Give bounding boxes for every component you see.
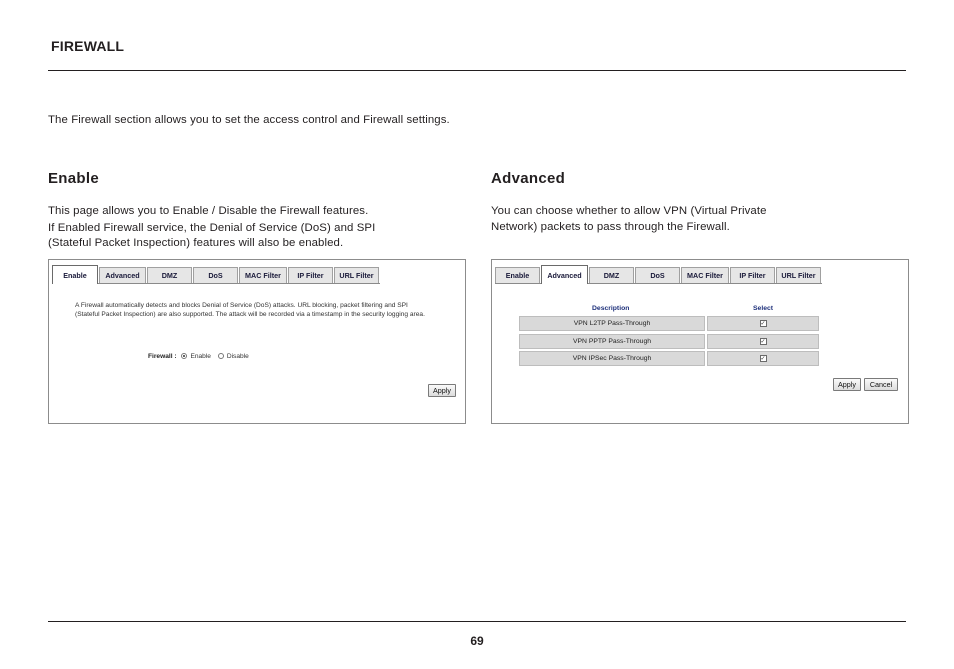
tab-dmz[interactable]: DMZ — [589, 267, 634, 283]
column-header-select: Select — [753, 305, 774, 312]
radio-disable-label: Disable — [226, 353, 249, 360]
advanced-description — [491, 204, 767, 235]
vpn-pptp-checkbox[interactable]: ✓ — [760, 339, 766, 345]
enable-description — [48, 204, 375, 252]
apply-button[interactable]: Apply — [428, 384, 456, 397]
vpn-ipsec-checkbox[interactable]: ✓ — [760, 356, 766, 362]
enable-para-2a: If Enabled Firewall service, the Denial of Service (DoS) and SPI — [48, 221, 376, 234]
vpn-pptp-select-cell — [707, 334, 819, 349]
tab-enable[interactable]: Enable — [52, 265, 98, 284]
firewall-description — [75, 301, 465, 319]
tab-advanced[interactable]: Advanced — [541, 265, 588, 284]
page-number: 69 — [470, 634, 484, 648]
advanced-para-line-1: You can choose whether to allow VPN (Virtual Private — [491, 205, 767, 217]
firewall-desc-line-2: (Stateful Packet Inspection) are also supported. The attack will be recorded via a timestamp in the security logging area. — [75, 311, 425, 318]
tab-url-filter[interactable]: URL Filter — [334, 267, 379, 283]
tab-dmz[interactable]: DMZ — [147, 267, 192, 283]
vpn-ipsec-select-cell — [707, 351, 819, 366]
tab-mac-filter[interactable]: MAC Filter — [239, 267, 287, 283]
advanced-screenshot — [491, 259, 909, 424]
firewall-label: Firewall : — [148, 353, 177, 360]
radio-disable[interactable] — [218, 353, 249, 360]
enable-heading: Enable — [48, 170, 99, 187]
tab-dos[interactable]: DoS — [193, 267, 238, 283]
firewall-toggle-row — [148, 352, 249, 361]
vpn-ipsec-label: VPN IPSec Pass-Through — [519, 351, 705, 366]
vpn-pptp-label: VPN PPTP Pass-Through — [519, 334, 705, 349]
footer-divider — [48, 621, 906, 622]
vpn-l2tp-select-cell — [707, 316, 819, 331]
tab-ip-filter[interactable]: IP Filter — [730, 267, 775, 283]
advanced-tabbar — [495, 263, 822, 284]
tab-mac-filter[interactable]: MAC Filter — [681, 267, 729, 283]
intro-text: The Firewall section allows you to set the access control and Firewall settings. — [48, 114, 450, 126]
cancel-button[interactable]: Cancel — [864, 378, 898, 391]
column-header-description: Description — [592, 305, 630, 312]
tab-url-filter[interactable]: URL Filter — [776, 267, 821, 283]
firewall-desc-line-1: A Firewall automatically detects and blocks Denial of Service (DoS) attacks. URL blocking, packet filtering and SPI — [75, 302, 408, 309]
vpn-l2tp-label: VPN L2TP Pass-Through — [519, 316, 705, 331]
page-section-title: FIREWALL — [51, 38, 125, 54]
tab-dos[interactable]: DoS — [635, 267, 680, 283]
advanced-para-line-2: Network) packets to pass through the Firewall. — [491, 220, 730, 233]
header-divider — [48, 70, 906, 71]
tab-enable[interactable]: Enable — [495, 267, 540, 283]
tab-advanced[interactable]: Advanced — [99, 267, 146, 283]
enable-tabbar — [52, 263, 380, 284]
enable-para-1: This page allows you to Enable / Disable the Firewall features. — [48, 205, 369, 217]
enable-para-2b: (Stateful Packet Inspection) features will also be enabled. — [48, 237, 344, 249]
radio-on-icon — [181, 353, 187, 359]
radio-off-icon — [218, 353, 224, 359]
vpn-l2tp-checkbox[interactable]: ✓ — [760, 321, 766, 327]
enable-screenshot — [48, 259, 466, 424]
radio-enable-label: Enable — [190, 353, 211, 360]
radio-enable[interactable] — [181, 353, 211, 360]
apply-button[interactable]: Apply — [833, 378, 861, 391]
advanced-heading: Advanced — [491, 170, 566, 187]
tab-ip-filter[interactable]: IP Filter — [288, 267, 333, 283]
